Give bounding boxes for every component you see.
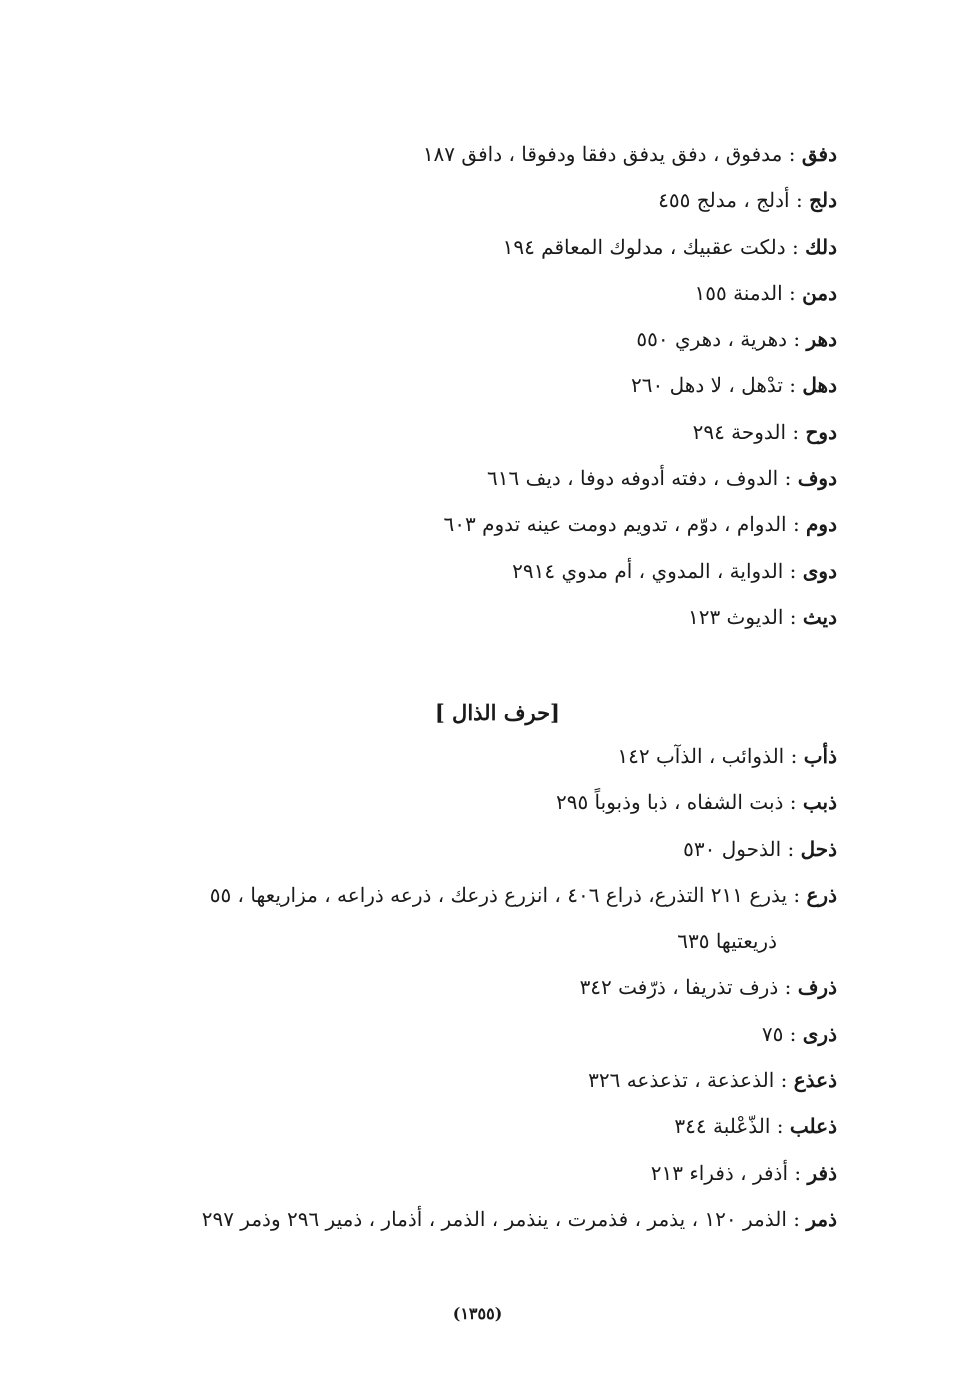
entry-text: : الذعذعة ، تذعذعه ٣٢٦ <box>588 1068 794 1093</box>
index-entry <box>117 177 837 223</box>
entry-text: : الذمر ١٢٠ ، يذمر ، فذمرت ، ينذمر ، الذمر ، أذمار ، ذمير ٢٩٦ وذمر ٢٩٧ <box>201 1206 807 1231</box>
entry-text: : ذبت الشفاه ، ذبا وذبوباً ٢٩٥ <box>555 790 803 815</box>
index-entry <box>117 594 837 640</box>
index-entry <box>117 733 837 779</box>
index-entry <box>117 548 837 594</box>
index-entry <box>117 501 837 547</box>
entry-text: : أذفر ، ذفراء ٢١٣ <box>650 1160 808 1185</box>
index-entry <box>117 455 837 501</box>
entry-head: ذمر <box>806 1206 837 1231</box>
entry-text: : الذحول ٥٣٠ <box>683 836 801 861</box>
dal-entries <box>117 131 837 640</box>
entry-text: : الدوف ، دفته أدوفه دوفا ، ديف ٦١٦ <box>487 466 798 491</box>
entry-text: : مدفوق ، دفق يدفق دفقا ودفوقا ، دافق ١٨٧ <box>422 142 802 166</box>
index-entry <box>117 1150 837 1196</box>
entry-head: ذعذع <box>793 1068 837 1093</box>
entry-head: دوم <box>806 512 837 537</box>
dhal-entries <box>117 733 837 1242</box>
index-entry-wrapped <box>117 872 837 965</box>
index-entry <box>117 224 837 270</box>
entry-head: ذرع <box>806 882 837 907</box>
entry-line-2: ذريعتيها ٦٣٥ <box>677 929 777 954</box>
index-entry <box>117 1057 837 1103</box>
entry-text: : الدواية ، المدوي ، أم مدوي ٢٩١٤ <box>512 558 803 583</box>
entry-head: دلك <box>805 234 837 259</box>
entry-head: ذفر <box>807 1160 837 1185</box>
entry-head: دهل <box>802 373 837 398</box>
index-entry <box>117 779 837 825</box>
entry-head: دلج <box>809 188 837 213</box>
index-entry <box>117 362 837 408</box>
entry-text: : تدْهل ، لا دهل ٢٦٠ <box>631 373 803 398</box>
entry-head: دوف <box>797 466 837 491</box>
index-entry <box>117 964 837 1010</box>
entry-text: : ذرف تذريفا ، ذرّفت ٣٤٢ <box>579 975 798 1000</box>
entry-head: ذرى <box>802 1021 837 1046</box>
index-entry <box>117 316 837 362</box>
entry-text: : دهرية ، دهري ٥٥٠ <box>636 327 807 352</box>
entry-head: دوح <box>805 419 837 444</box>
index-entry <box>117 1011 837 1057</box>
page-number: (١٣٥٥) <box>452 1304 503 1323</box>
entry-head: دمن <box>802 280 837 305</box>
entry-text: : الذوائب ، الذآب ١٤٢ <box>617 744 804 768</box>
entry-text: : الدوحة ٢٩٤ <box>692 419 806 444</box>
index-entry <box>117 1103 837 1149</box>
entry-text: : الديوث ١٢٣ <box>687 604 803 629</box>
entry-text: : يذرع ٢١١ التذرع، ذراع ٤٠٦ ، انزرع ذرعك ، ذرعه ذراعه ، مزاريعها ، ٥٥ <box>209 882 807 907</box>
entry-line-1 <box>117 872 837 918</box>
index-entry <box>117 1196 837 1242</box>
entry-text: : الذّعْلبة ٣٤٤ <box>674 1114 790 1139</box>
index-entry <box>117 409 837 455</box>
entry-text: : الدمنة ١٥٥ <box>694 280 803 305</box>
entry-head: ديث <box>802 604 837 629</box>
entry-head: ذعلب <box>789 1114 837 1139</box>
entry-head: ذبب <box>802 790 837 815</box>
section-title: [حرف الذال ] <box>434 700 560 725</box>
entry-head: ذحل <box>800 836 837 861</box>
entry-text: : أدلج ، مدلج ٤٥٥ <box>658 188 810 213</box>
index-entry <box>117 826 837 872</box>
index-entry <box>117 131 837 177</box>
entry-head: دفق <box>801 142 837 166</box>
index-entry <box>117 270 837 316</box>
entry-text: : الدوام ، دوّم ، تدويم دومت عينه تدوم ٦٠٣ <box>443 512 807 537</box>
entry-head: دهر <box>806 327 837 352</box>
entry-head: ذأب <box>803 744 837 768</box>
entry-head: دوى <box>802 558 837 583</box>
entry-text: : ٧٥ <box>761 1021 803 1046</box>
entry-text: : دلكت عقبيك ، مدلوك المعاقم ١٩٤ <box>502 234 806 259</box>
entry-head: ذرف <box>797 975 837 1000</box>
